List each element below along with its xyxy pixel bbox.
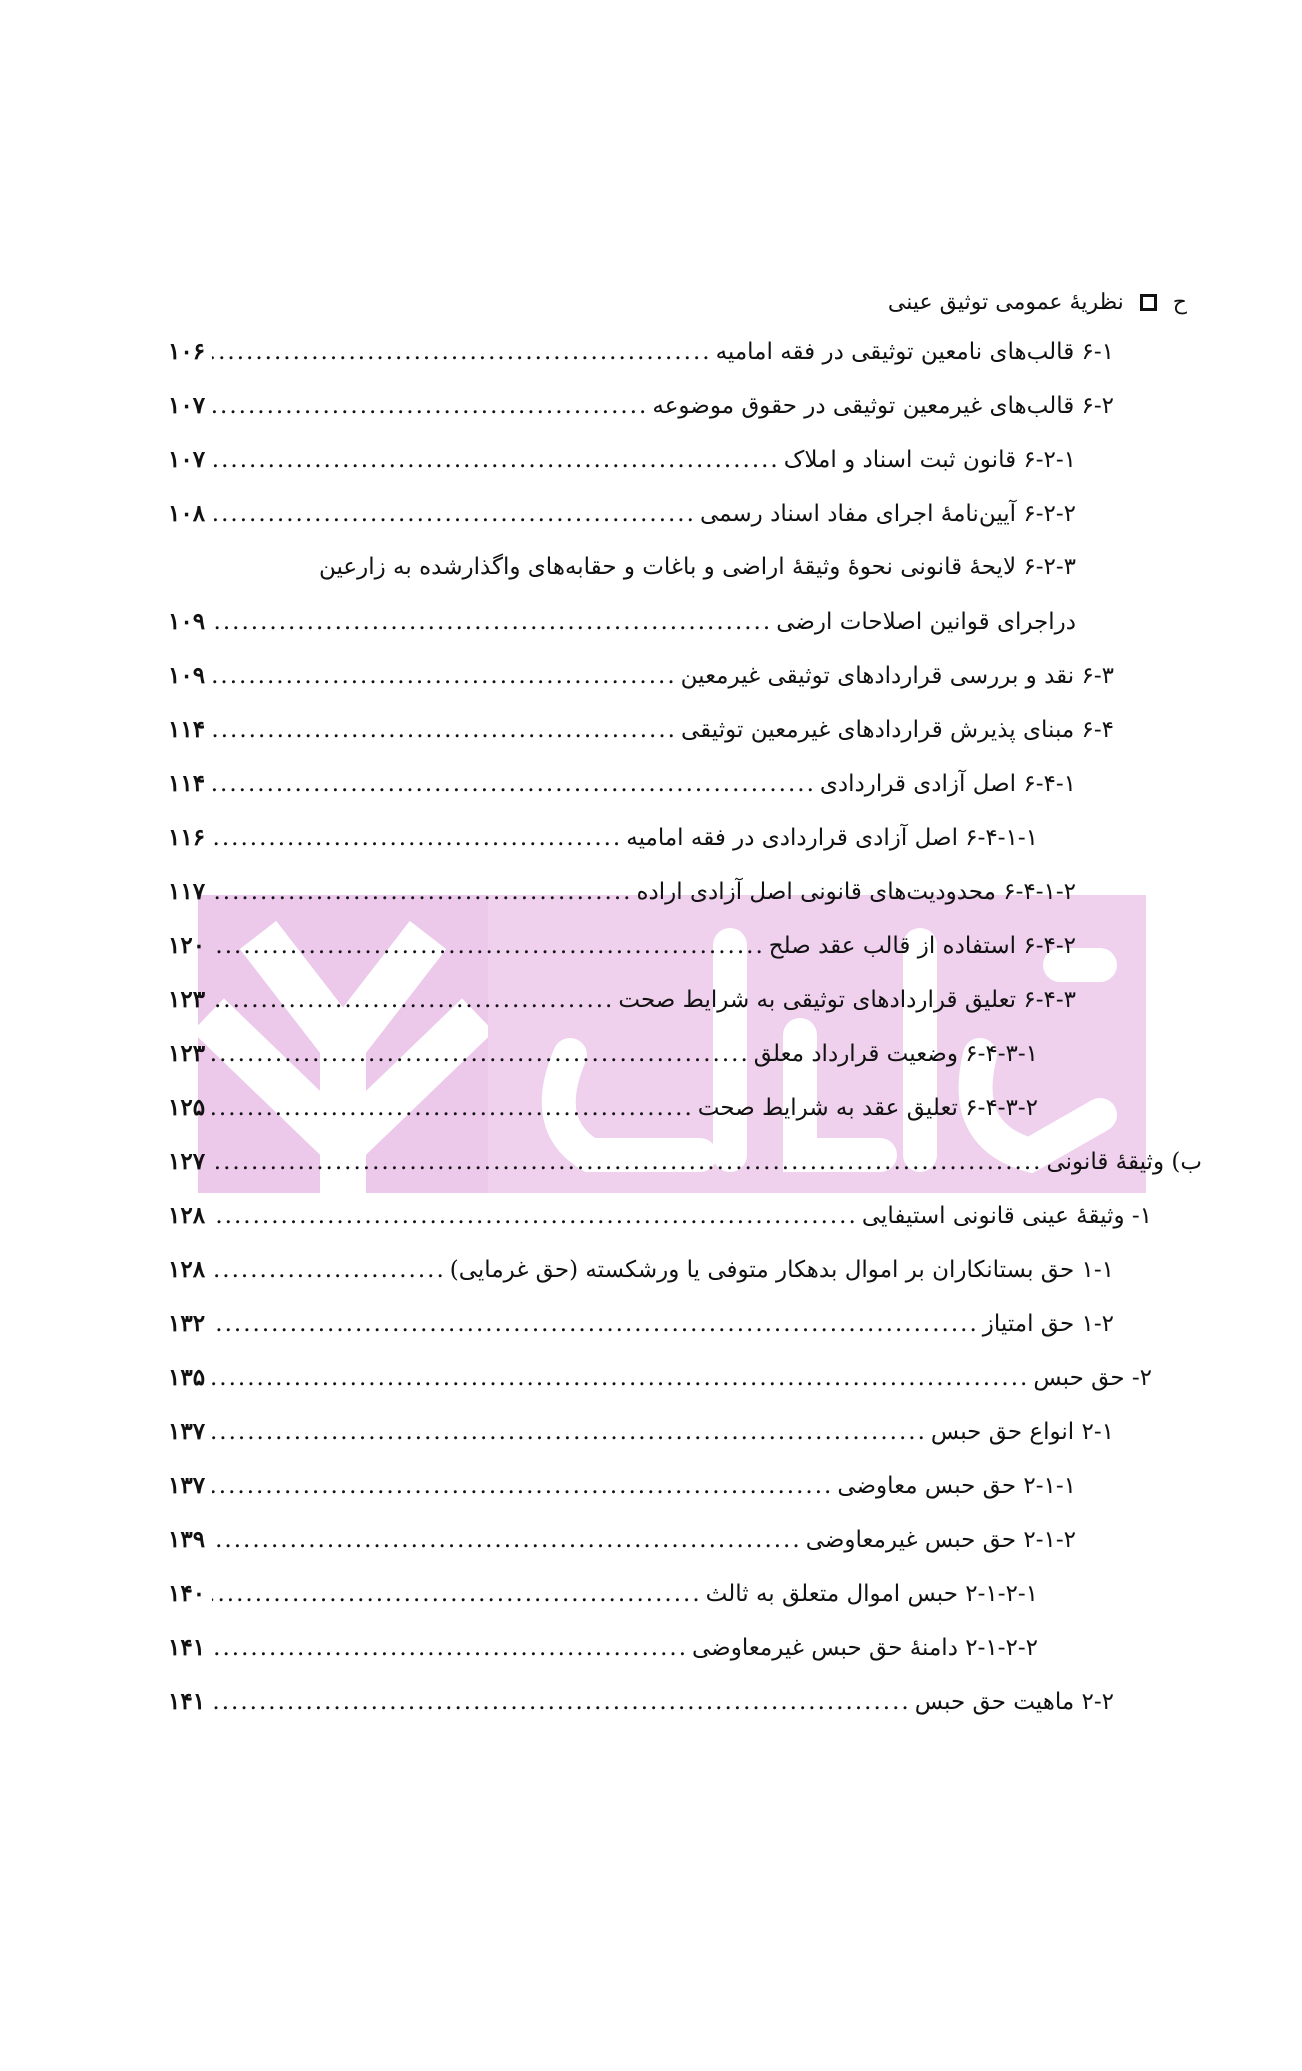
toc-entry-page: ۱۳۷: [168, 1472, 206, 1499]
toc-entry[interactable]: [168, 1094, 1038, 1134]
toc-entry-page: ۱۰۷: [168, 392, 206, 419]
dot-leader: [212, 1581, 702, 1607]
toc-entry-label: ۶-۴-۳-۱ وضعیت قرارداد معلق: [753, 1041, 1038, 1067]
dot-leader: [212, 1149, 1042, 1175]
toc-entry[interactable]: [168, 1634, 1038, 1674]
toc-entry[interactable]: [168, 1202, 1152, 1242]
dot-leader: [212, 1203, 858, 1229]
toc-entry[interactable]: [168, 500, 1076, 540]
dot-leader: [212, 717, 677, 743]
toc-entry-page: ۱۰۹: [168, 608, 206, 635]
toc-entry-label: ۶-۴-۱-۱ اصل آزادی قراردادی در فقه امامیه: [626, 825, 1038, 851]
dot-leader: [212, 933, 765, 959]
toc-entry-label: ۶-۴-۳ تعلیق قراردادهای توثیقی به شرایط صحت: [618, 987, 1076, 1013]
toc-entry[interactable]: [168, 392, 1114, 432]
toc-entry[interactable]: [168, 1526, 1076, 1566]
dot-leader: [212, 1419, 927, 1445]
toc-entry-label: ۶-۲-۲ آیین‌نامهٔ اجرای مفاد اسناد رسمی: [699, 501, 1076, 527]
toc-entry[interactable]: [168, 338, 1114, 378]
toc-entry[interactable]: [168, 878, 1076, 918]
toc-entry-label: ب) وثیقهٔ قانونی: [1046, 1149, 1202, 1175]
dot-leader: [212, 771, 816, 797]
dot-leader: [212, 879, 632, 905]
toc-entry-page: ۱۰۸: [168, 500, 206, 527]
toc-entry-page: ۱۲۳: [168, 1040, 206, 1067]
toc-entry-label: ۶-۲-۱ قانون ثبت اسناد و املاک: [783, 447, 1076, 473]
toc-entry-page: ۱۲۳: [168, 986, 206, 1013]
toc-entry[interactable]: [168, 1418, 1114, 1458]
toc-entry[interactable]: [168, 1580, 1038, 1620]
toc-entry-page: ۱۰۶: [168, 338, 206, 365]
toc-entry-page: ۱۱۴: [168, 770, 206, 797]
toc-entry-label: ۶-۱ قالب‌های نامعین توثیقی در فقه امامیه: [715, 339, 1114, 365]
toc-entry-page: ۱۲۸: [168, 1256, 206, 1283]
toc-entry-label: ۲- حق حبس: [1033, 1365, 1152, 1391]
toc-entry-label: ۶-۲ قالب‌های غیرمعین توثیقی در حقوق موضوعه: [652, 393, 1114, 419]
toc-entry-long[interactable]: [168, 554, 1076, 594]
toc-entry-label: ۶-۴-۱ اصل آزادی قراردادی: [819, 771, 1076, 797]
toc-entry-label: ۶-۴-۱-۲ محدودیت‌های قانونی اصل آزادی اراده: [636, 879, 1076, 905]
toc-entry-page: ۱۲۰: [168, 932, 206, 959]
toc-entry[interactable]: [168, 1310, 1114, 1350]
toc-entry-page: ۱۳۲: [168, 1310, 206, 1337]
dot-leader: [212, 393, 648, 419]
toc-entry-label: ۲-۲ ماهیت حق حبس: [914, 1689, 1114, 1715]
toc-entry-label: ۶-۴-۲ استفاده از قالب عقد صلح: [768, 933, 1076, 959]
dot-leader: [212, 447, 780, 473]
toc-entry-page: ۱۱۷: [168, 878, 206, 905]
toc-entry-page: ۱۲۷: [168, 1148, 206, 1175]
toc-entry[interactable]: [168, 1472, 1076, 1512]
dot-leader: [212, 1635, 688, 1661]
toc-entry-page: ۱۳۵: [168, 1364, 206, 1391]
toc-entry[interactable]: [168, 770, 1076, 810]
toc-entry-page: ۱۳۹: [168, 1526, 206, 1553]
dot-leader: [212, 501, 696, 527]
toc-entry-label: ۲-۱-۱ حق حبس معاوضی: [837, 1473, 1076, 1499]
book-title: نظریهٔ عمومی توثیق عینی: [887, 289, 1124, 315]
toc-entry-page: ۱۴۰: [168, 1580, 206, 1607]
toc-entry[interactable]: [168, 1040, 1038, 1080]
toc-entry-page: ۱۴۱: [168, 1688, 206, 1715]
dot-leader: [212, 339, 712, 365]
toc-entry-label: ۶-۴-۳-۲ تعلیق عقد به شرایط صحت: [697, 1095, 1038, 1121]
toc-entry-page: ۱۳۷: [168, 1418, 206, 1445]
dot-leader: [212, 1095, 694, 1121]
toc-entry-label: ۱-۲ حق امتیاز: [982, 1311, 1114, 1337]
toc-entry-label: ۶-۲-۳ لایحهٔ قانونی نحوهٔ وثیقهٔ اراضی و باغات و حقابه‌های واگذارشده به زارعین: [318, 554, 1076, 580]
toc-entry-page: ۱۴۱: [168, 1634, 206, 1661]
dot-leader: [212, 609, 772, 635]
dot-leader: [212, 663, 677, 689]
toc-entry-page: ۱۰۹: [168, 662, 206, 689]
toc-entry-label: دراجرای قوانین اصلاحات ارضی: [776, 609, 1076, 635]
dot-leader: [212, 825, 622, 851]
dot-leader: [212, 1473, 833, 1499]
toc-entry-label: ۱- وثیقهٔ عینی قانونی استیفایی: [861, 1203, 1152, 1229]
toc-entry-page: ۱۲۵: [168, 1094, 206, 1121]
toc-entry-label: ۲-۱ انواع حق حبس: [930, 1419, 1114, 1445]
square-bullet-icon: [1140, 294, 1157, 311]
toc-entry-page: ۱۲۸: [168, 1202, 206, 1229]
toc-entry[interactable]: [168, 932, 1076, 972]
toc-entry-label: ۲-۱-۲ حق حبس غیرمعاوضی: [805, 1527, 1076, 1553]
toc-entry[interactable]: [168, 662, 1114, 702]
toc-entry[interactable]: [168, 716, 1114, 756]
toc-entry-page: ۱۰۷: [168, 446, 206, 473]
toc-entry[interactable]: [168, 446, 1076, 486]
dot-leader: [212, 1257, 446, 1283]
dot-leader: [212, 1527, 802, 1553]
toc-entry[interactable]: [168, 1148, 1202, 1188]
toc-entry[interactable]: [168, 1256, 1114, 1296]
running-header: [888, 282, 1187, 322]
toc-entry[interactable]: [168, 1364, 1152, 1404]
toc-entry-label: ۶-۴ مبنای پذیرش قراردادهای غیرمعین توثیقی: [680, 717, 1114, 743]
toc-entry-page: ۱۱۴: [168, 716, 206, 743]
dot-leader: [212, 1311, 979, 1337]
toc-entry[interactable]: [168, 1688, 1114, 1728]
dot-leader: [212, 1689, 911, 1715]
dot-leader: [212, 1365, 1029, 1391]
toc-entry-label: ۱-۱ حق بستانکاران بر اموال بدهکار متوفی یا ورشکسته (حق غرمایی): [449, 1257, 1114, 1283]
toc-entry[interactable]: [168, 824, 1038, 864]
toc-entry[interactable]: [168, 986, 1076, 1026]
toc-entry-label: ۶-۳ نقد و بررسی قراردادهای توثیقی غیرمعین: [680, 663, 1114, 689]
page-letter: ح: [1172, 289, 1187, 315]
toc-entry-label: ۲-۱-۲-۱ حبس اموال متعلق به ثالث: [705, 1581, 1038, 1607]
toc-entry-label: ۲-۱-۲-۲ دامنهٔ حق حبس غیرمعاوضی: [692, 1635, 1038, 1661]
toc-entry-page: ۱۱۶: [168, 824, 206, 851]
dot-leader: [212, 1041, 750, 1067]
dot-leader: [212, 987, 614, 1013]
toc-entry[interactable]: [168, 608, 1076, 648]
